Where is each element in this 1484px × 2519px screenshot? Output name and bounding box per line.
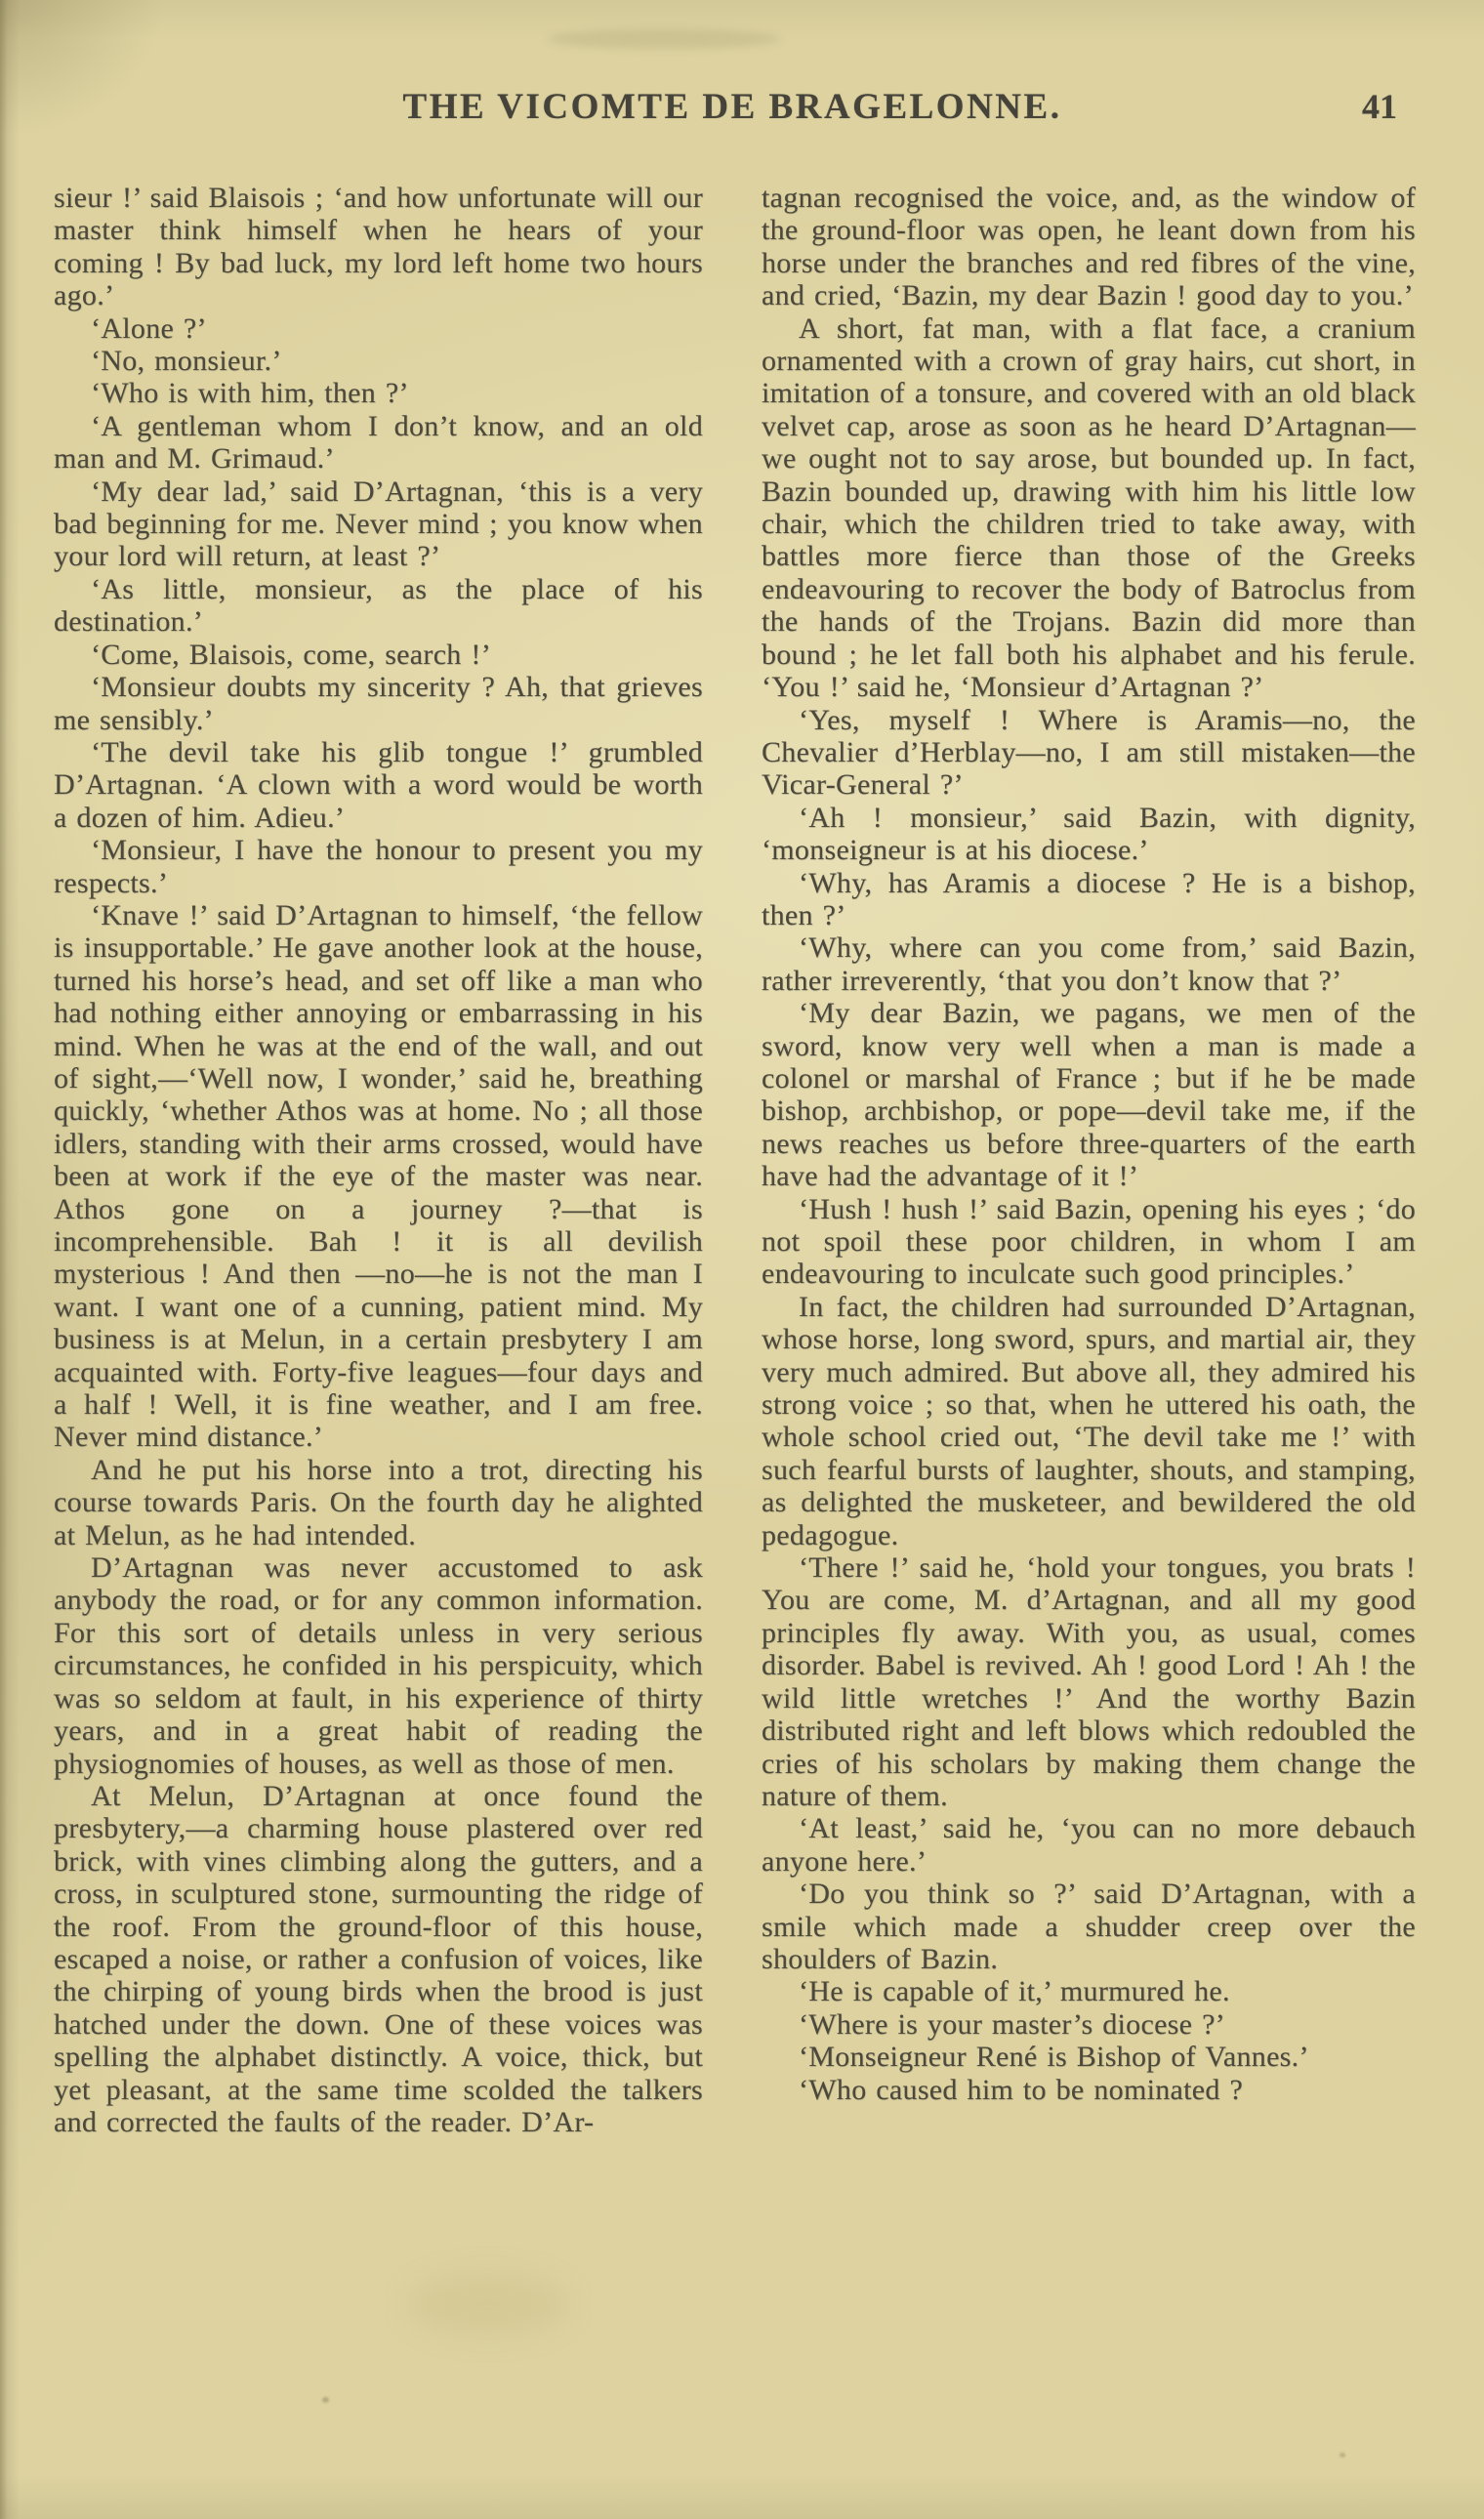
paragraph: ‘No, monsieur.’ <box>91 345 282 378</box>
paragraph: ‘Who caused him to be nominated ? <box>799 2073 1244 2106</box>
paragraph: ‘Where is your master’s diocese ?’ <box>799 2007 1225 2041</box>
paragraph: sieur !’ said Blaisois ; ‘and how unfortunate will our master think himself when he hears of your coming ! By bad luck, my lord left home two hours ago.’ <box>54 182 703 312</box>
paragraph: ‘As little, monsieur, as the place of his destination.’ <box>54 572 703 639</box>
paragraph: ‘Alone ?’ <box>91 311 207 345</box>
paragraph: ‘At least,’ said he, ‘you can no more debauch anyone here.’ <box>762 1812 1416 1878</box>
paragraph: ‘Why, has Aramis a diocese ? He is a bishop, then ?’ <box>762 866 1416 931</box>
paragraph: ‘My dear lad,’ said D’Artagnan, ‘this is a very bad beginning for me. Never mind ; you know when your lord will return, at least ?’ <box>54 475 703 573</box>
paragraph: ‘He is capable of it,’ murmured he. <box>799 1975 1230 2008</box>
right-column <box>762 182 1416 2106</box>
paragraph: ‘Monsieur doubts my sincerity ? Ah, that grieves me sensibly.’ <box>54 671 703 736</box>
paper-stain <box>410 2275 566 2333</box>
page-number: 41 <box>1362 87 1397 126</box>
paper-speck <box>1340 2453 1345 2457</box>
paragraph: ‘Ah ! monsieur,’ said Bazin, with dignity, ‘monseigneur is at his diocese.’ <box>762 801 1416 867</box>
paragraph: ‘Monseigneur René is Bishop of Vannes.’ <box>799 2041 1309 2074</box>
paragraph: ‘There !’ said he, ‘hold your tongues, you brats ! You are come, M. d’Artagnan, and all my good principles fly away. With you, as usual, comes disorder. Babel is revived. Ah ! good Lord ! Ah ! the wild little wretches !’ And the worthy Bazin distributed right and left blows which redoubled the cries of his scholars by making them change the nature of them. <box>762 1551 1416 1812</box>
paragraph: D’Artagnan was never accustomed to ask anybody the road, or for any common information. For this sort of details unless in very serious circumstances, he confided in his perspicuity, which was so seldom at fault, in his experience of thirty years, and in a great habit of reading the physiognomies of houses, as well as those of men. <box>54 1551 703 1780</box>
left-column <box>54 182 703 2138</box>
paragraph: And he put his horse into a trot, directing his course towards Paris. On the fourth day he alighted at Melun, as he had intended. <box>54 1453 703 1551</box>
running-title: THE VICOMTE DE BRAGELONNE. <box>402 87 1062 127</box>
paragraph: ‘Come, Blaisois, come, search !’ <box>91 638 491 671</box>
paragraph: ‘Who is with him, then ?’ <box>91 377 409 410</box>
paragraph: In fact, the children had surrounded D’Artagnan, whose horse, long sword, spurs, and martial air, they very much admired. But above all, they admired his strong voice ; so that, when he uttered his oath, the whole school cried out, ‘The devil take me !’ with such fearful bursts of laughter, shouts, and stamping, as delighted the musketeer, and bewildered the old pedagogue. <box>762 1290 1416 1551</box>
paragraph: A short, fat man, with a flat face, a cranium ornamented with a crown of gray hairs, cut short, in imitation of a tonsure, and covered with an old black velvet cap, arose as soon as he heard D’Artagnan—we ought not to say arose, but bounded up. In fact, Bazin bounded up, drawing with him his little low chair, which the children tried to take away, with battles more fierce than those of the Greeks endeavouring to recover the body of Batroclus from the hands of the Trojans. Bazin did more than bound ; he let fall both his alphabet and his ferule. ‘You !’ said he, ‘Monsieur d’Artagnan ?’ <box>762 311 1416 704</box>
page-header <box>54 86 1411 133</box>
paper-smudge <box>547 29 781 49</box>
paper-speck <box>322 2397 329 2403</box>
paragraph: ‘My dear Bazin, we pagans, we men of the sword, know very well when a man is made a colonel or marshal of France ; but if he be made bishop, archbishop, or pope—devil take me, if the news reaches us before three-quarters of the earth have had the advantage of it !’ <box>762 997 1416 1193</box>
paragraph: At Melun, D’Artagnan at once found the presbytery,—a charming house plastered over red brick, with vines climbing along the gutters, and a cross, in sculptured stone, surmounting the ridge of the roof. From the ground-floor of this house, escaped a noise, or rather a confusion of voices, like the chirping of young birds when the brood is just hatched under the down. One of these voices was spelling the alphabet distinctly. A voice, thick, but yet pleasant, at the same time scolded the talkers and corrected the faults of the reader. D’Ar- <box>54 1779 703 2138</box>
paragraph: ‘Knave !’ said D’Artagnan to himself, ‘the fellow is insupportable.’ He gave another look at the house, turned his horse’s head, and set off like a man who had nothing either annoying or embarrassing in his mind. When he was at the end of the wall, and out of sight,—‘Well now, I wonder,’ said he, breathing quickly, ‘whether Athos was at home. No ; all those idlers, standing with their arms crossed, would have been at work if the eye of the master was near. Athos gone on a journey ?—that is incomprehensible. Bah ! it is all devilish mysterious ! And then —no—he is not the man I want. I want one of a cunning, patient mind. My business is at Melun, in a certain presbytery I am acquainted with. Forty-five leagues—four days and a half ! Well, it is fine weather, and I am free. Never mind distance.’ <box>54 898 703 1454</box>
paragraph: tagnan recognised the voice, and, as the window of the ground-floor was open, he leant down from his horse under the branches and red fibres of the vine, and cried, ‘Bazin, my dear Bazin ! good day to you.’ <box>762 182 1416 312</box>
paragraph: ‘Monsieur, I have the honour to present you my respects.’ <box>54 834 703 899</box>
paragraph: ‘Why, where can you come from,’ said Bazin, rather irreverently, ‘that you don’t know that ?’ <box>762 931 1416 997</box>
paragraph: ‘A gentleman whom I don’t know, and an old man and M. Grimaud.’ <box>54 409 703 475</box>
paragraph: ‘Hush ! hush !’ said Bazin, opening his eyes ; ‘do not spoil these poor children, in whom I am endeavouring to inculcate such good principles.’ <box>762 1192 1416 1291</box>
paragraph: ‘Do you think so ?’ said D’Artagnan, with a smile which made a shudder creep over the shoulders of Bazin. <box>762 1878 1416 1975</box>
paragraph: ‘The devil take his glib tongue !’ grumbled D’Artagnan. ‘A clown with a word would be worth a dozen of him. Adieu.’ <box>54 735 703 834</box>
paragraph: ‘Yes, myself ! Where is Aramis—no, the Chevalier d’Herblay—no, I am still mistaken—the Vicar-General ?’ <box>762 703 1416 802</box>
